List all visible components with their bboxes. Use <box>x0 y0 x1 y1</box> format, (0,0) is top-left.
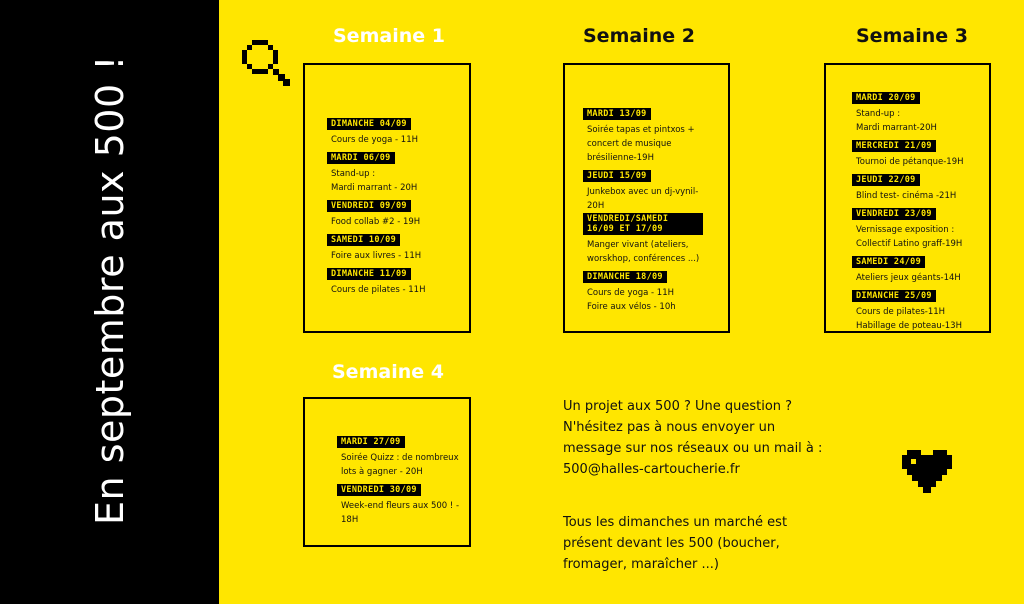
day-label: MARDI 06/09 <box>327 152 395 164</box>
event: Cours de yoga - 11H <box>331 135 418 145</box>
sidebar <box>0 0 219 604</box>
day-label: DIMANCHE 25/09 <box>852 290 936 302</box>
day-label: VENDREDI 09/09 <box>327 200 411 212</box>
week-4-title: Semaine 4 <box>332 361 444 383</box>
event: Food collab #2 - 19H <box>331 217 421 227</box>
market-line: présent devant les 500 (boucher, <box>563 536 780 551</box>
day-label: SAMEDI 24/09 <box>852 256 925 268</box>
event: lots à gagner - 20H <box>341 467 423 477</box>
day-label: MARDI 13/09 <box>583 108 651 120</box>
event: Soirée tapas et pintxos + <box>587 125 695 135</box>
day-label: DIMANCHE 11/09 <box>327 268 411 280</box>
market-info <box>563 512 787 575</box>
event: Cours de pilates-11H <box>856 307 946 317</box>
event: Week-end fleurs aux 500 ! - <box>341 501 460 511</box>
contact-line: N'hésitez pas à nous envoyer un <box>563 420 776 435</box>
event: Foire aux vélos - 10h <box>587 302 676 312</box>
event: Ateliers jeux géants-14H <box>856 273 961 283</box>
week-4-card <box>303 397 471 547</box>
day-label: JEUDI 22/09 <box>852 174 920 186</box>
heart-icon <box>902 450 952 494</box>
contact-email[interactable]: 500@halles-cartoucherie.fr <box>563 462 740 477</box>
event: 20H <box>587 201 605 211</box>
vertical-title: En septembre aux 500 ! <box>88 55 132 525</box>
day-label: SAMEDI 10/09 <box>327 234 400 246</box>
event: concert de musique <box>587 139 672 149</box>
event: Vernissage exposition : <box>856 225 955 235</box>
event: Foire aux livres - 11H <box>331 251 422 261</box>
day-label: DIMANCHE 18/09 <box>583 271 667 283</box>
contact-info <box>563 396 822 480</box>
event: Habillage de poteau-13H <box>856 321 962 331</box>
market-line: Tous les dimanches un marché est <box>563 515 788 530</box>
day-label: MARDI 27/09 <box>337 436 405 448</box>
day-label: JEUDI 15/09 <box>583 170 651 182</box>
event: worskhop, conférences ...) <box>587 254 700 264</box>
day-label: VENDREDI 30/09 <box>337 484 421 496</box>
event: brésilienne-19H <box>587 153 654 163</box>
event: Blind test- cinéma -21H <box>856 191 957 201</box>
event: Collectif Latino graff-19H <box>856 239 963 249</box>
event: Junkebox avec un dj-vynil- <box>587 187 699 197</box>
day-label: VENDREDI 23/09 <box>852 208 936 220</box>
day-label: MERCREDI 21/09 <box>852 140 936 152</box>
event: Stand-up : <box>331 169 376 179</box>
event: Mardi marrant - 20H <box>331 183 418 193</box>
event: Manger vivant (ateliers, <box>587 240 689 250</box>
event: 18H <box>341 515 359 525</box>
week-2-title: Semaine 2 <box>583 25 695 47</box>
day-label: DIMANCHE 04/09 <box>327 118 411 130</box>
week-3-card <box>824 63 991 333</box>
week-2-card <box>563 63 730 333</box>
event: Cours de yoga - 11H <box>587 288 674 298</box>
week-3-title: Semaine 3 <box>856 25 968 47</box>
week-1-card <box>303 63 471 333</box>
event: Stand-up : <box>856 109 901 119</box>
contact-line: message sur nos réseaux ou un mail à : <box>563 441 823 456</box>
magnifier-icon <box>242 40 292 88</box>
contact-line: Un projet aux 500 ? Une question ? <box>563 399 793 414</box>
event: Cours de pilates - 11H <box>331 285 426 295</box>
event: Mardi marrant-20H <box>856 123 937 133</box>
event: Tournoi de pétanque-19H <box>856 157 964 167</box>
day-label: VENDREDI/SAMEDI 16/09 ET 17/09 <box>583 213 703 235</box>
day-label: MARDI 20/09 <box>852 92 920 104</box>
week-1-title: Semaine 1 <box>333 25 445 47</box>
event: Soirée Quizz : de nombreux <box>341 453 459 463</box>
market-line: fromager, maraîcher ...) <box>563 557 719 572</box>
